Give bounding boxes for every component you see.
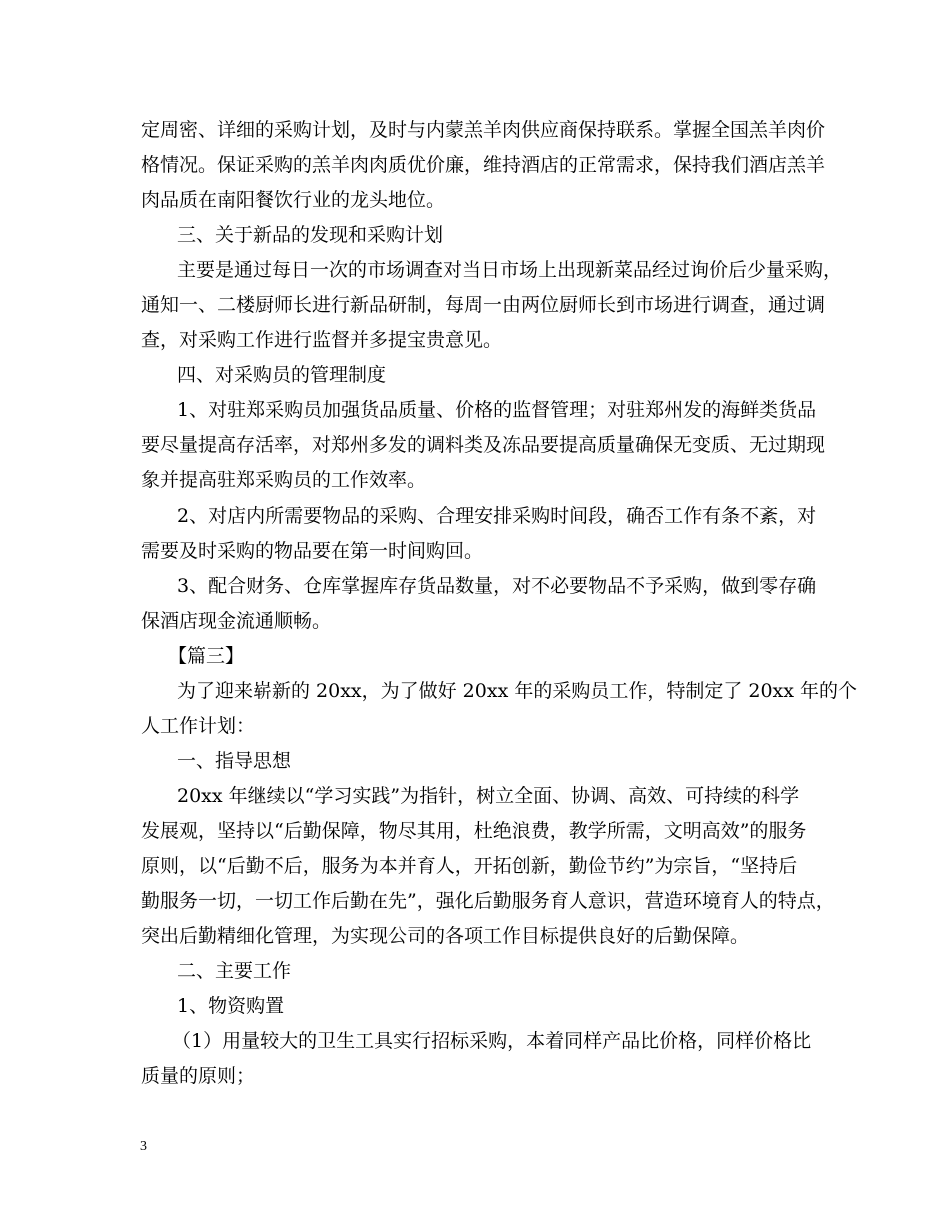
paragraph-line: 人工作计划： bbox=[141, 715, 256, 737]
paragraph-line: 要尽量提高存活率，对郑州多发的调料类及冻品要提高质量确保无变质、无过期现 bbox=[141, 434, 826, 456]
page-number: 3 bbox=[140, 1139, 147, 1154]
paragraph-line: 发展观，坚持以“后勤保障，物尽其用，杜绝浪费，教学所需，文明高效”的服务 bbox=[141, 820, 807, 842]
paragraph-line: 查，对采购工作进行监督并多提宝贵意见。 bbox=[141, 329, 503, 351]
section-heading: 三、关于新品的发现和采购计划 bbox=[177, 224, 444, 246]
subsection-heading: 1、物资购置 bbox=[177, 995, 285, 1017]
paragraph-line: 定周密、详细的采购计划，及时与内蒙羔羊肉供应商保持联系。掌握全国羔羊肉价 bbox=[141, 119, 826, 141]
paragraph-line: 勤服务一切，一切工作后勤在先”，强化后勤服务育人意识，营造环境育人的特点， bbox=[141, 890, 835, 912]
paragraph-line: 为了迎来崭新的 20xx，为了做好 20xx 年的采购员工作，特制定了 20xx 年的个 bbox=[177, 680, 858, 702]
paragraph-line: 通知一、二楼厨师长进行新品研制，每周一由两位厨师长到市场进行调查，通过调 bbox=[141, 294, 826, 316]
section-heading: 四、对采购员的管理制度 bbox=[177, 364, 387, 386]
paragraph-line: 2、对店内所需要物品的采购、合理安排采购时间段，确否工作有条不紊，对 bbox=[177, 505, 817, 527]
paragraph-line: 格情况。保证采购的羔羊肉肉质优价廉，维持酒店的正常需求，保持我们酒店羔羊 bbox=[141, 154, 826, 176]
paragraph-line: 原则，以“后勤不后，服务为本并育人，开拓创新，勤俭节约”为宗旨，“坚持后 bbox=[141, 855, 798, 877]
paragraph-line: （1）用量较大的卫生工具实行招标采购，本着同样产品比价格，同样价格比 bbox=[172, 1030, 812, 1052]
paragraph-line: 1、对驻郑采购员加强货品质量、价格的监督管理；对驻郑州发的海鲜类货品 bbox=[177, 399, 817, 421]
paragraph-line: 象并提高驻郑采购员的工作效率。 bbox=[141, 469, 427, 491]
paragraph-line: 20xx 年继续以“学习实践”为指针，树立全面、协调、高效、可持续的科学 bbox=[177, 785, 800, 807]
paragraph-line: 保酒店现金流通顺畅。 bbox=[141, 610, 332, 632]
paragraph-line: 主要是通过每日一次的市场调查对当日市场上出现新菜品经过询价后少量采购， bbox=[177, 259, 843, 281]
section-heading: 二、主要工作 bbox=[177, 960, 292, 982]
section-marker: 【篇三】 bbox=[168, 645, 245, 667]
paragraph-line: 3、配合财务、仓库掌握库存货品数量，对不必要物品不予采购，做到零存确 bbox=[177, 575, 817, 597]
section-heading: 一、指导思想 bbox=[177, 750, 292, 772]
paragraph-line: 需要及时采购的物品要在第一时间购回。 bbox=[141, 540, 484, 562]
paragraph-line: 质量的原则； bbox=[141, 1065, 256, 1087]
paragraph-line: 肉品质在南阳餐饮行业的龙头地位。 bbox=[141, 189, 446, 211]
paragraph-line: 突出后勤精细化管理，为实现公司的各项工作目标提供良好的后勤保障。 bbox=[141, 925, 750, 947]
